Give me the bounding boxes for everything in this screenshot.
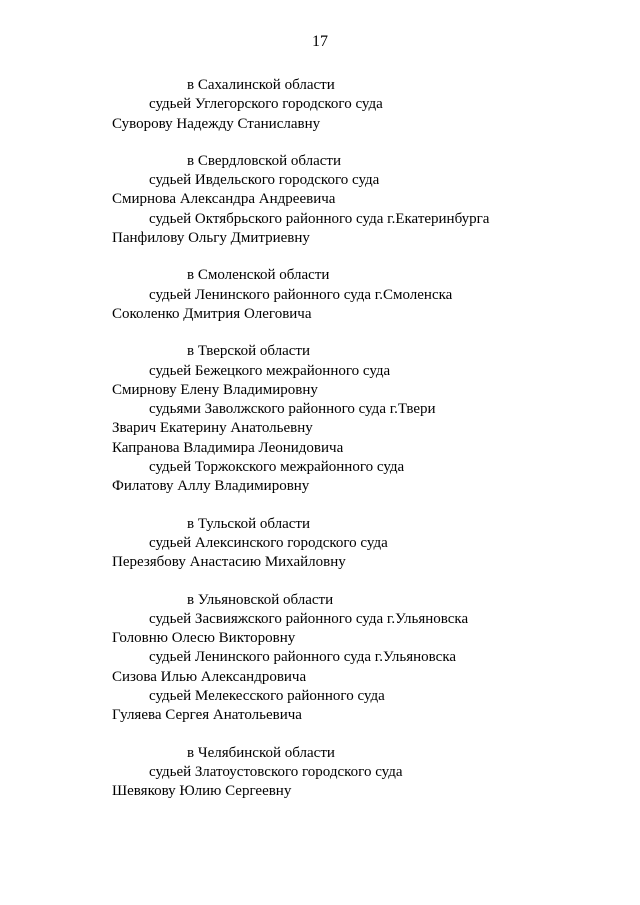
appointee-name: Смирнову Елену Владимировну — [112, 381, 318, 398]
court-appointment: судьей Ивдельского городского суда — [149, 172, 380, 189]
region-heading: в Сахалинской области — [187, 77, 335, 93]
appointee-name: Головню Олесю Викторовну — [112, 630, 296, 647]
region-heading: в Челябинской области — [187, 744, 335, 761]
court-appointment: судьей Углегорского городского суда — [149, 96, 383, 113]
appointee-name: Сизова Илью Александровича — [112, 668, 307, 685]
region-section — [0, 76, 640, 134]
region-heading: в Тверской области — [187, 343, 311, 360]
court-appointment: судьей Засвияжского районного суда г.Ульяновска — [149, 610, 469, 627]
court-appointment: судьей Мелекесского районного суда — [149, 688, 385, 705]
appointee-name: Филатову Аллу Владимировну — [112, 478, 310, 495]
appointee-name: Гуляева Сергея Анатольевича — [112, 707, 302, 724]
court-appointment: судьей Златоустовского городского суда — [149, 763, 403, 780]
region-section — [0, 591, 640, 726]
region-section — [0, 266, 640, 324]
page-number: 17 — [312, 33, 328, 50]
court-appointment: судьей Ленинского районного суда г.Смоленска — [149, 286, 453, 303]
court-appointment: судьей Октябрьского районного суда г.Екатеринбурга — [149, 210, 490, 227]
court-appointment: судьями Заволжского районного суда г.Твери — [149, 401, 436, 418]
appointee-name: Смирнова Александра Андреевича — [112, 191, 336, 208]
appointee-name: Зварич Екатерину Анатольевну — [112, 420, 313, 437]
region-section — [0, 744, 640, 802]
appointee-name: Панфилову Ольгу Дмитриевну — [112, 230, 310, 247]
court-appointment: судьей Торжокского межрайонного суда — [149, 459, 405, 476]
region-section — [0, 342, 640, 496]
court-appointment: судьей Алексинского городского суда — [149, 534, 388, 551]
appointee-name: Соколенко Дмитрия Олеговича — [112, 305, 312, 322]
region-heading: в Ульяновской области — [187, 591, 334, 608]
document-body — [0, 76, 640, 820]
appointee-name: Капранова Владимира Леонидовича — [112, 439, 344, 456]
region-section — [0, 515, 640, 573]
appointee-name: Перезябову Анастасию Михайловну — [112, 554, 346, 571]
region-heading: в Тульской области — [187, 515, 311, 532]
region-section — [0, 152, 640, 248]
region-heading: в Свердловской области — [187, 152, 342, 169]
court-appointment: судьей Бежецкого межрайонного суда — [149, 362, 391, 379]
appointee-name: Шевякову Юлию Сергеевну — [112, 783, 292, 800]
court-appointment: судьей Ленинского районного суда г.Ульяновска — [149, 649, 457, 666]
region-heading: в Смоленской области — [187, 267, 330, 284]
appointee-name: Суворову Надежду Станиславну — [112, 115, 321, 132]
